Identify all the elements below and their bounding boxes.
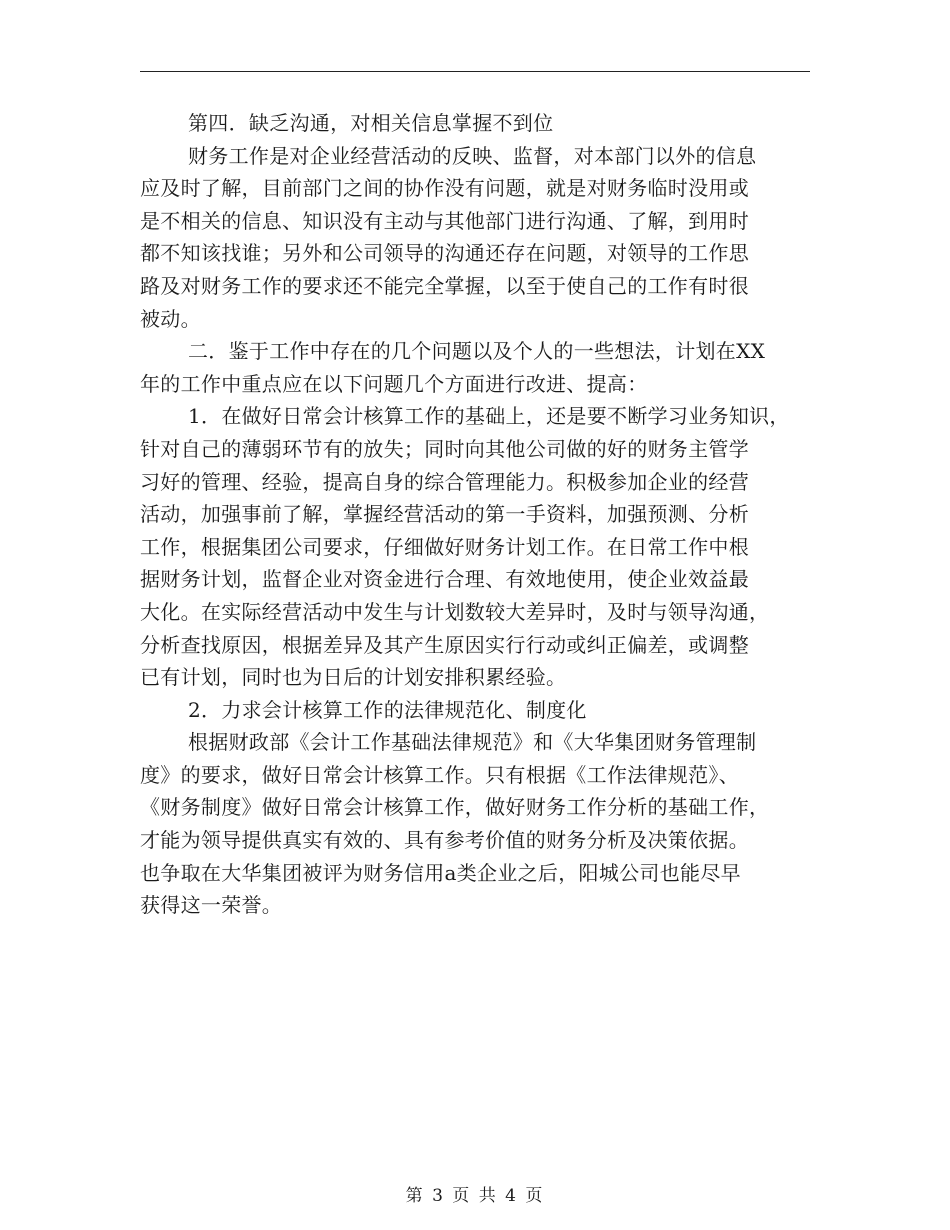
text-line: 针对自己的薄弱环节有的放失；同时向其他公司做的好的财务主管学: [140, 436, 749, 461]
text-line: 年的工作中重点应在以下问题几个方面进行改进、提高：: [140, 371, 648, 396]
text-line: 习好的管理、经验，提高自身的综合管理能力。积极参加企业的经营: [140, 469, 749, 494]
text-line: 据财务计划，监督企业对资金进行合理、有效地使用，使企业效益最: [140, 567, 749, 592]
text-line: 被动。: [140, 306, 201, 331]
text-line: 已有计划，同时也为日后的计划安排积累经验。: [140, 665, 567, 690]
text-line: 度》的要求，做好日常会计核算工作。只有根据《工作法律规范》、: [140, 762, 739, 787]
text-line: 活动，加强事前了解，掌握经营活动的第一手资料，加强预测、分析: [140, 502, 749, 527]
text-line: 1．在做好日常会计核算工作的基础上，还是要不断学习业务知识，: [188, 404, 790, 429]
text-line: 也争取在大华集团被评为财务信用a类企业之后，阳城公司也能尽早: [140, 860, 741, 885]
text-line: 分析查找原因，根据差异及其产生原因实行行动或纠正偏差，或调整: [140, 632, 749, 657]
text-line: 获得这一荣誉。: [140, 893, 283, 918]
text-line: 2．力求会计核算工作的法律规范化、制度化: [188, 697, 587, 722]
text-line: 财务工作是对企业经营活动的反映、监督，对本部门以外的信息: [188, 143, 757, 168]
text-line: 第四．缺乏沟通，对相关信息掌握不到位: [188, 111, 554, 135]
text-line: 工作，根据集团公司要求，仔细做好财务计划工作。在日常工作中根: [140, 534, 749, 559]
text-line: 二．鉴于工作中存在的几个问题以及个人的一些想法，计划在XX: [188, 339, 766, 364]
text-line: 才能为领导提供真实有效的、具有参考价值的财务分析及决策依据。: [140, 828, 749, 853]
text-line: 大化。在实际经营活动中发生与计划数较大差异时，及时与领导沟通，: [140, 599, 770, 624]
text-line: 都不知该找谁；另外和公司领导的沟通还存在问题，对领导的工作思: [140, 241, 749, 266]
header-rule: [140, 71, 810, 72]
document-body: [140, 107, 815, 922]
text-line: 《财务制度》做好日常会计核算工作，做好财务工作分析的基础工作，: [140, 795, 770, 820]
text-line: 应及时了解，目前部门之间的协作没有问题，就是对财务临时没用或: [140, 176, 749, 201]
text-line: 是不相关的信息、知识没有主动与其他部门进行沟通、了解，到用时: [140, 208, 749, 233]
text-line: 根据财政部《会计工作基础法律规范》和《大华集团财务管理制: [188, 730, 757, 755]
page-number-footer: 第 3 页 共 4 页: [405, 1186, 545, 1206]
text-line: 路及对财务工作的要求还不能完全掌握，以至于使自己的工作有时很: [140, 273, 749, 298]
